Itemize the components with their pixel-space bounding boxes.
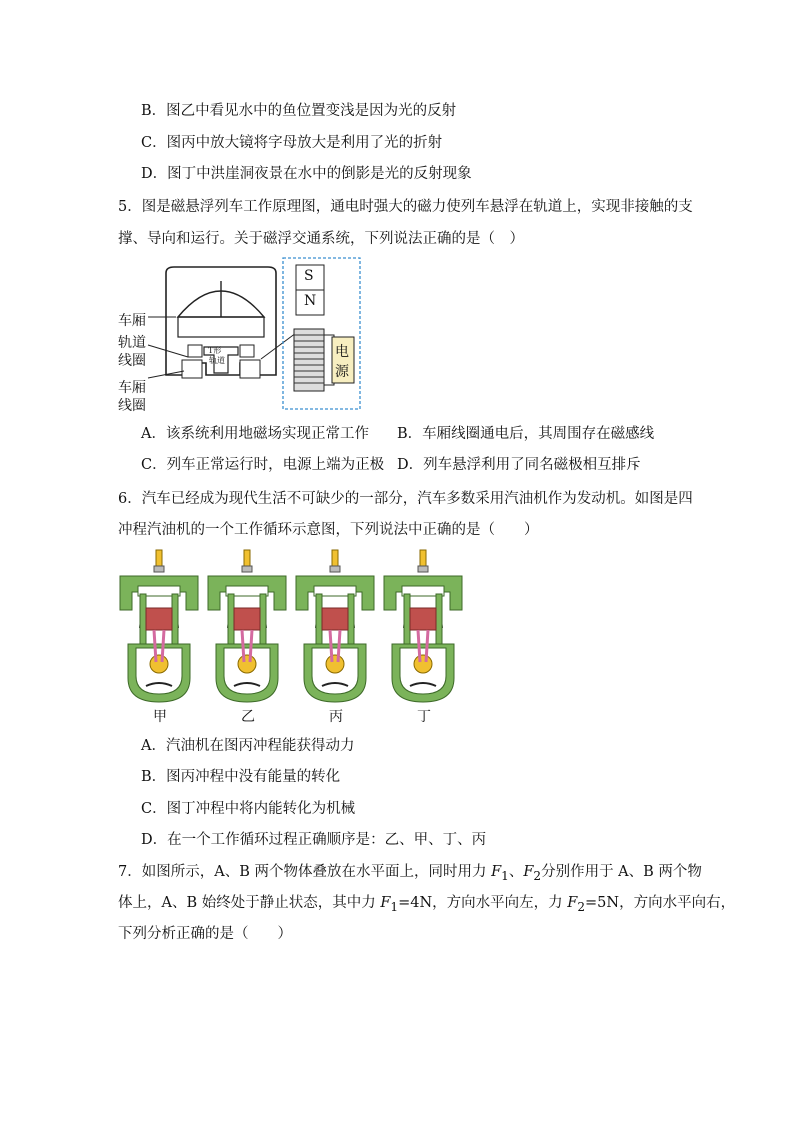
- caption-ding: 丁: [417, 709, 431, 725]
- q5-option-c: C．列车正常运行时，电源上端为正极: [141, 457, 385, 473]
- q6-stem-line2: 冲程汽油机的一个工作循环示意图，下列说法中正确的是（ ）: [118, 522, 539, 538]
- f1-sub: 1: [501, 868, 509, 883]
- label-car-coil-2: 线圈: [118, 398, 146, 414]
- q5-stem-line2: 撑、导向和运行。关于磁浮交通系统，下列说法正确的是（ ）: [118, 231, 524, 247]
- power-label-1: 电: [335, 344, 349, 360]
- maglev-figure: [118, 255, 378, 420]
- engine-strokes-diagram: [118, 548, 478, 708]
- caption-yi: 乙: [241, 709, 255, 725]
- label-track-coil-1: 轨道: [118, 335, 146, 351]
- caption-jia: 甲: [153, 709, 167, 725]
- maglev-diagram: [118, 255, 378, 420]
- q6-option-c: C．图丁冲程中将内能转化为机械: [141, 801, 356, 817]
- q7-line1-b: 分别作用于 A、B 两个物: [541, 864, 702, 880]
- q7-line1-a: 7．如图所示，A、B 两个物体叠放在水平面上，同时用力: [118, 864, 492, 880]
- f2-symbol: F: [523, 864, 534, 880]
- q4-option-d: D．图丁中洪崖洞夜景在水中的倒影是光的反射现象: [141, 166, 472, 182]
- caption-bing: 丙: [329, 709, 343, 725]
- label-carriage: 车厢: [118, 313, 146, 329]
- power-label-2: 源: [335, 364, 349, 380]
- label-t-track-1: T形: [208, 346, 222, 355]
- q6-stem-line1: 6．汽车已经成为现代生活不可缺少的一部分，汽车多数采用汽油机作为发动机。如图是四: [118, 491, 693, 507]
- f1-sub-2: 1: [390, 899, 399, 914]
- q5-stem-line1: 5．图是磁悬浮列车工作原理图，通电时强大的磁力使列车悬浮在轨道上，实现非接触的支: [118, 199, 693, 215]
- f2-symbol-2: F: [567, 895, 578, 911]
- q4-option-b: B．图乙中看见水中的鱼位置变浅是因为光的反射: [141, 103, 457, 119]
- q7-line3: 下列分析正确的是（ ）: [118, 926, 292, 942]
- q7-sep: 、: [508, 864, 524, 880]
- q7-line2-a: 体上，A、B 始终处于静止状态，其中力: [118, 895, 381, 911]
- q7-line1: [118, 862, 702, 886]
- engine-figure: [118, 548, 478, 728]
- q6-option-d: D．在一个工作循环过程正确顺序是：乙、甲、丁、丙: [141, 832, 487, 848]
- label-track-coil-2: 线圈: [118, 353, 146, 369]
- f2-sub: 2: [533, 868, 542, 883]
- pole-n: N: [304, 293, 317, 309]
- label-t-track-2: 轨道: [209, 356, 225, 365]
- q5-option-d: D．列车悬浮利用了同名磁极相互排斥: [397, 457, 641, 473]
- q7-line2-c: =5N，方向水平向右，: [585, 895, 736, 911]
- label-car-coil-1: 车厢: [118, 380, 146, 396]
- q7-line2-b: =4N，方向水平向左，力: [398, 895, 568, 911]
- f1-symbol: F: [491, 864, 502, 880]
- f2-sub-2: 2: [577, 899, 586, 914]
- q5-option-b: B．车厢线圈通电后，其周围存在磁感线: [397, 426, 655, 442]
- pole-s: S: [304, 268, 314, 284]
- q6-option-a: A．汽油机在图丙冲程能获得动力: [141, 738, 355, 754]
- q4-option-c: C．图丙中放大镜将字母放大是利用了光的折射: [141, 135, 443, 151]
- q7-line2: [118, 893, 735, 917]
- q5-option-a: A．该系统利用地磁场实现正常工作: [141, 426, 369, 442]
- f1-symbol-2: F: [380, 895, 391, 911]
- q6-option-b: B．图丙冲程中没有能量的转化: [141, 769, 341, 785]
